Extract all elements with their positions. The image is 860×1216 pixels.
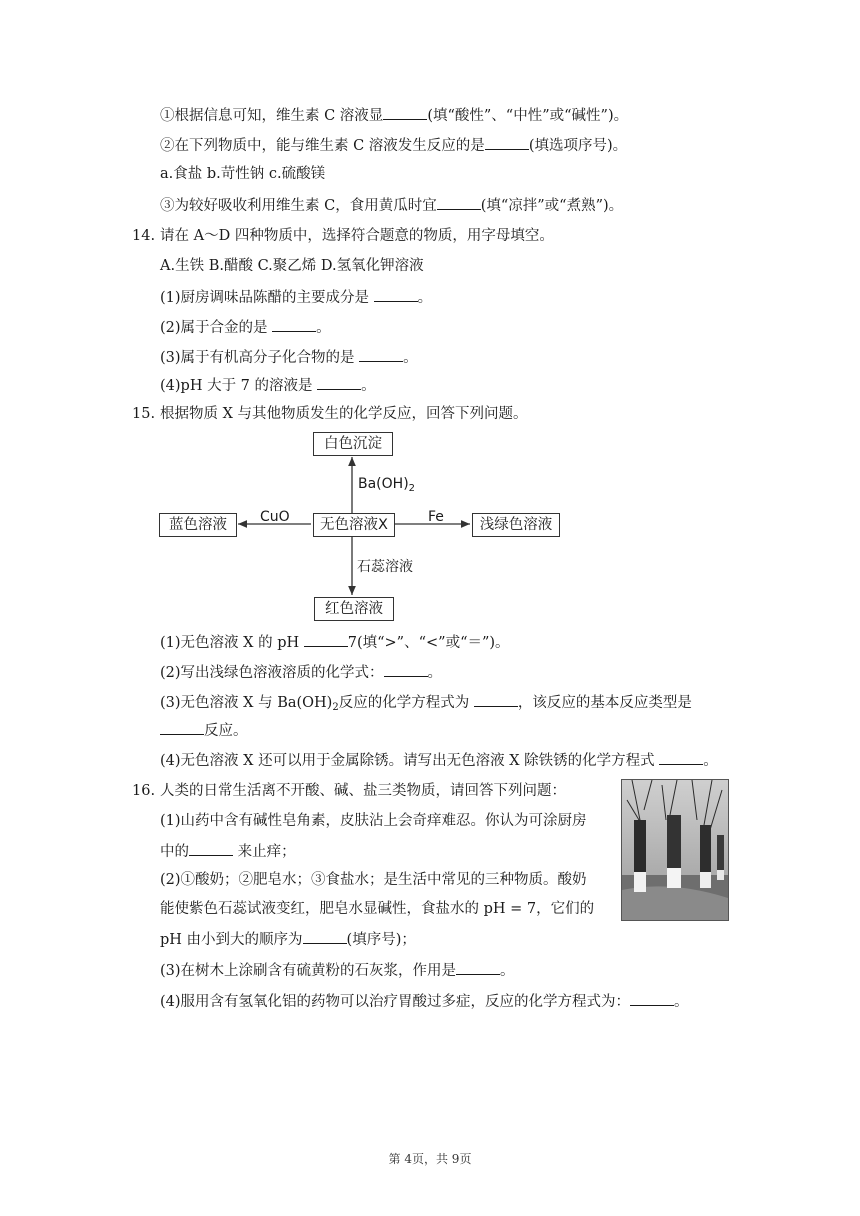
q16-s2-text2: (填序号)； (346, 932, 416, 948)
q13-options: a.食盐 b.苛性钠 c.硫酸镁 (160, 166, 326, 182)
period: 。 (674, 994, 689, 1010)
q14-s2-text: (2)属于合金的是 (160, 320, 268, 336)
q15-s3-text2: 反应的化学方程式为 (338, 695, 470, 711)
period: 。 (417, 290, 433, 306)
q13-l2-text: ②在下列物质中，能与维生素 C 溶液发生反应的是 (160, 138, 485, 154)
q14-s3-text: (3)属于有机高分子化合物的是 (160, 350, 355, 366)
q13-l4-text: ③为较好吸收利用维生素 C，食用黄瓜时宜 (160, 198, 437, 214)
answer-blank[interactable] (659, 749, 703, 765)
q15-s1-text: (1)无色溶液 X 的 pH (160, 635, 300, 651)
q16-sub1: (1)山药中含有碱性皂角素，皮肤沾上会奇痒难忍。你认为可涂厨房 (160, 813, 587, 829)
q13-l1-text: ①根据信息可知，维生素 C 溶液显 (160, 108, 384, 124)
label-fe: Fe (428, 509, 444, 525)
answer-blank[interactable] (456, 959, 500, 975)
answer-blank[interactable] (474, 691, 518, 707)
q14-s1-text: (1)厨房调味品陈醋的主要成分是 (160, 290, 370, 306)
box-blue-solution: 蓝色溶液 (159, 513, 237, 537)
q15-s3-text3: ，该反应的基本反应类型是 (517, 695, 692, 711)
q16-s2-text: pH 由小到大的顺序为 (160, 932, 303, 948)
q15-stem: 根据物质 X 与其他物质发生的化学反应，回答下列问题。 (160, 406, 528, 422)
page-footer: 第 4页，共 9页 (388, 1152, 472, 1166)
period: 。 (316, 320, 331, 336)
box-white-precipitate: 白色沉淀 (313, 432, 393, 456)
q16-stem: 人类的日常生活离不开酸、碱、盐三类物质，请回答下列问题： (160, 783, 566, 799)
q13-l1-text2: (填“酸性”、“中性”或“碱性”)。 (427, 108, 629, 124)
q15-s4-text: (4)无色溶液 X 还可以用于金属除锈。请写出无色溶液 X 除铁锈的化学方程式 (160, 753, 655, 769)
q16-s4-text: (4)服用含有氢氧化铝的药物可以治疗胃酸过多症，反应的化学方程式为： (160, 994, 631, 1010)
answer-blank[interactable] (630, 990, 674, 1006)
period: 。 (361, 378, 376, 394)
q16-sub2-cont2 (160, 928, 416, 950)
box-light-green-solution: 浅绿色溶液 (472, 513, 560, 537)
q14-stem: 请在 A～D 四种物质中，选择符合题意的物质，用字母填空。 (160, 228, 554, 244)
q15-sub2 (160, 661, 442, 683)
q15-sub3-cont (160, 719, 248, 741)
q15-s2-text: (2)写出浅绿色溶液溶质的化学式： (160, 665, 384, 681)
question-number: 15. (132, 406, 156, 422)
tree-photo-illustration (622, 780, 728, 920)
subscript: 2 (332, 702, 339, 713)
label-baoh2 (358, 476, 415, 494)
answer-blank[interactable] (304, 631, 348, 647)
answer-blank[interactable] (189, 840, 233, 856)
period: 。 (500, 963, 515, 979)
period: 。 (703, 753, 718, 769)
label-baoh2-text: Ba(OH) (358, 476, 409, 492)
box-red-solution: 红色溶液 (314, 597, 394, 621)
q16-sub4 (160, 990, 689, 1012)
answer-blank[interactable] (160, 719, 204, 735)
q15-sub3 (160, 691, 692, 718)
tree-trunks-photo (621, 779, 729, 921)
period: 。 (427, 665, 443, 681)
q14-options: A.生铁 B.醋酸 C.聚乙烯 D.氢氧化钾溶液 (160, 258, 424, 274)
label-litmus: 石蕊溶液 (357, 559, 413, 575)
answer-blank[interactable] (384, 661, 428, 677)
label-cuo: CuO (260, 509, 290, 525)
q16-sub2-cont: 能使紫色石蕊试液变红，肥皂水显碱性，食盐水的 pH = 7，它们的 (160, 901, 595, 917)
q16-s1-text: 中的 (160, 844, 189, 860)
q15-s3-text: (3)无色溶液 X 与 Ba(OH) (160, 695, 333, 711)
period: 。 (403, 350, 418, 366)
q16-sub2: (2)①酸奶；②肥皂水；③食盐水；是生活中常见的三种物质。酸奶 (160, 872, 587, 888)
q16-sub3 (160, 959, 515, 981)
q14-s4-text: (4)pH 大于 7 的溶液是 (160, 378, 313, 394)
q16-s3-text: (3)在树木上涂刷含有硫黄粉的石灰浆，作用是 (160, 963, 457, 979)
answer-blank[interactable] (303, 928, 347, 944)
q16-sub1-cont (160, 840, 296, 862)
q15-sub4 (160, 749, 718, 771)
q16-s1-text2: 来止痒； (237, 844, 296, 860)
question-number: 16. (132, 783, 156, 799)
q13-l2-text2: (填选项序号)。 (528, 138, 628, 154)
q15-s1-text2: 7(填“>”、“<”或“＝”)。 (347, 635, 510, 651)
question-number: 14. (132, 228, 156, 244)
box-colorless-solution-x: 无色溶液X (313, 513, 395, 537)
q13-l4-text2: (填“凉拌”或“煮熟”)。 (480, 198, 624, 214)
q15-sub1 (160, 631, 510, 653)
q15-s3-text4: 反应。 (204, 723, 248, 739)
label-baoh2-sub: 2 (408, 483, 416, 494)
